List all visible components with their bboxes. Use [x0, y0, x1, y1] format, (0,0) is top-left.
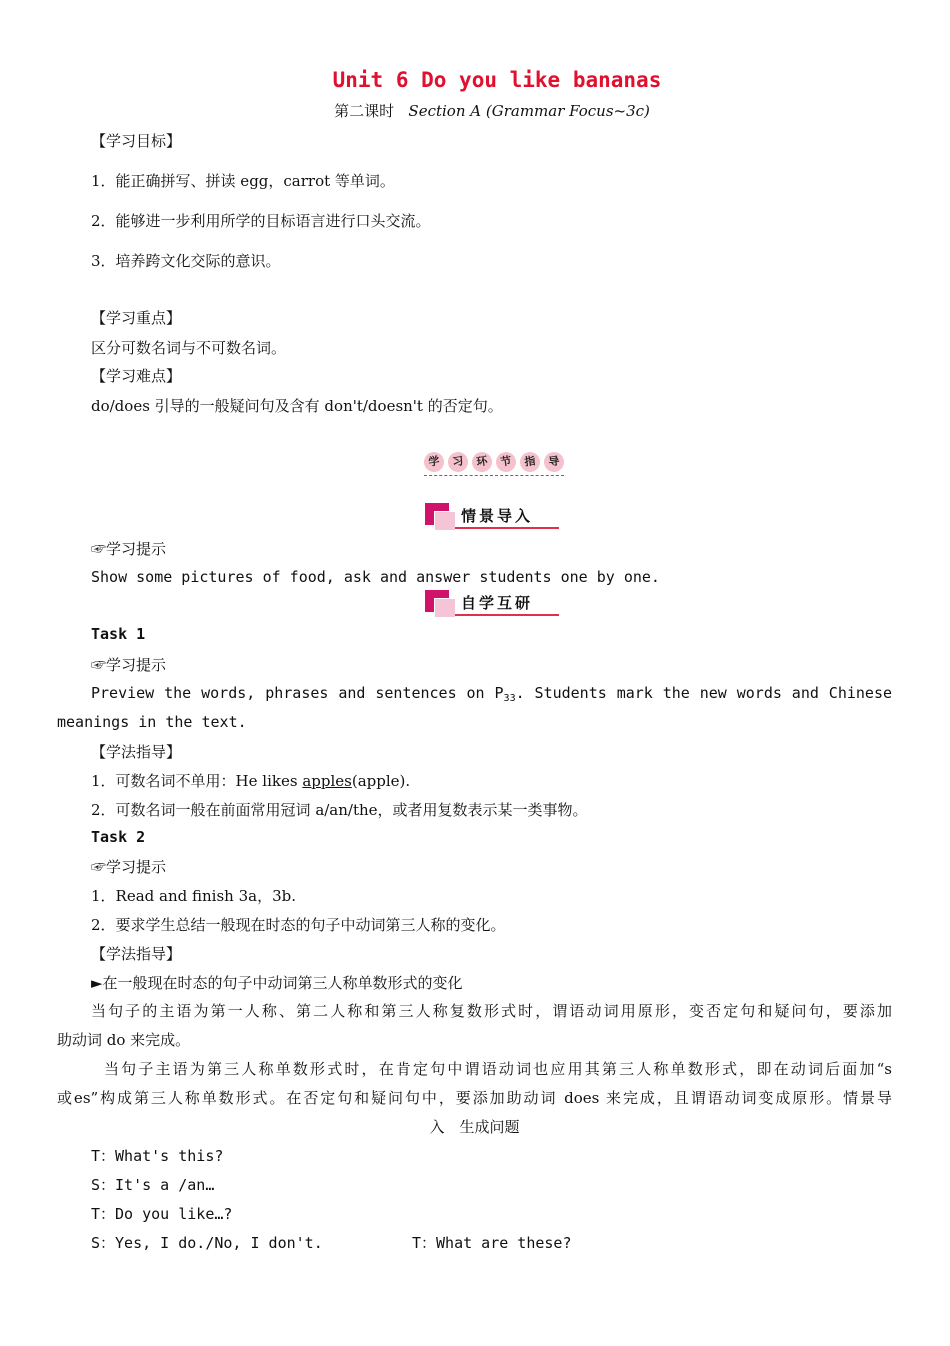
banner-char: 节 [495, 451, 518, 474]
section-detail: (Grammar Focus~3c) [485, 102, 650, 120]
goal-item: 2．能够进一步利用所学的目标语言进行口头交流。 [91, 212, 431, 230]
hint-label: ☞学习提示 [91, 540, 167, 558]
hint-label: ☞学习提示 [91, 858, 167, 876]
grammar-para1: 当句子的主语为第一人称、第二人称和第三人称复数形式时，谓语动词用原形，变否定句和疑问句，要添加 [91, 1002, 892, 1020]
dialogue-line: S：Yes, I do./No, I don't. [91, 1234, 323, 1252]
grammar-para1-cont: 助动词 do 来完成。 [57, 1031, 191, 1049]
dialogue-line: T：What's this? [91, 1147, 224, 1165]
dialogue-line: T：What are these? [412, 1234, 572, 1252]
document-title: Unit 6 Do you like bananas [332, 68, 662, 92]
goal-item: 1．能正确拼写、拼读 egg，carrot 等单词。 [91, 172, 395, 190]
banner-char: 学 [423, 451, 446, 474]
method-heading: 【学法指导】 [91, 743, 182, 761]
task1-text-line1: Preview the words, phrases and sentences on $P_{33}$. Students mark the new words and Chinese [91, 684, 893, 704]
method-item: 1．可数名词不单用：He likes apples(apple). [91, 772, 411, 790]
lesson-subtitle [0, 100, 950, 121]
section-heading-selfstudy: 自学互研 [425, 590, 559, 616]
banner-char: 导 [543, 451, 566, 474]
task2-item: 1．Read and finish 3a，3b. [91, 887, 296, 905]
grammar-para2: 当句子主语为第三人称单数形式时，在肯定句中谓语动词也应用其第三人称单数形式，即在动词后面加“s [104, 1060, 892, 1078]
task2-label: Task 2 [91, 828, 146, 846]
goals-heading: 【学习目标】 [91, 132, 182, 150]
difficulty-heading: 【学习难点】 [91, 367, 182, 385]
section-name: Section A [408, 102, 482, 120]
method-item: 2．可数名词一般在前面常用冠词 a/an/the，或者用复数表示某一类事物。 [91, 801, 588, 819]
lesson-number: 第二课时 [334, 102, 395, 120]
dialogue-line: T：Do you like…? [91, 1205, 233, 1223]
study-guide-banner [424, 449, 564, 476]
banner-char: 环 [471, 451, 494, 474]
task1-text-line2: meanings in the text. [57, 713, 247, 731]
grammar-para2-end: 入 生成问题 [429, 1118, 520, 1136]
focus-heading: 【学习重点】 [91, 309, 182, 327]
difficulty-text: do/does 引导的一般疑问句及含有 don't/doesn't 的否定句。 [91, 397, 503, 415]
grammar-point-title: ►在一般现在时态的句子中动词第三人称单数形式的变化 [91, 974, 463, 992]
intro-text: Show some pictures of food, ask and answer students one by one. [91, 568, 660, 586]
method-heading: 【学法指导】 [91, 945, 182, 963]
banner-char: 习 [447, 451, 470, 474]
dialogue-line: S：It's a /an… [91, 1176, 215, 1194]
goal-item: 3．培养跨文化交际的意识。 [91, 252, 281, 270]
grammar-para2-cont: 或es”构成第三人称单数形式。在否定句和疑问句中，要添加助动词 does 来完成，且谓语动词变成原形。情景导 [57, 1089, 892, 1107]
focus-text: 区分可数名词与不可数名词。 [91, 339, 287, 357]
banner-char: 指 [519, 451, 542, 474]
task2-item: 2．要求学生总结一般现在时态的句子中动词第三人称的变化。 [91, 916, 506, 934]
hint-label: ☞学习提示 [91, 656, 167, 674]
section-heading-intro: 情景导入 [425, 503, 559, 529]
task1-label: Task 1 [91, 625, 146, 643]
